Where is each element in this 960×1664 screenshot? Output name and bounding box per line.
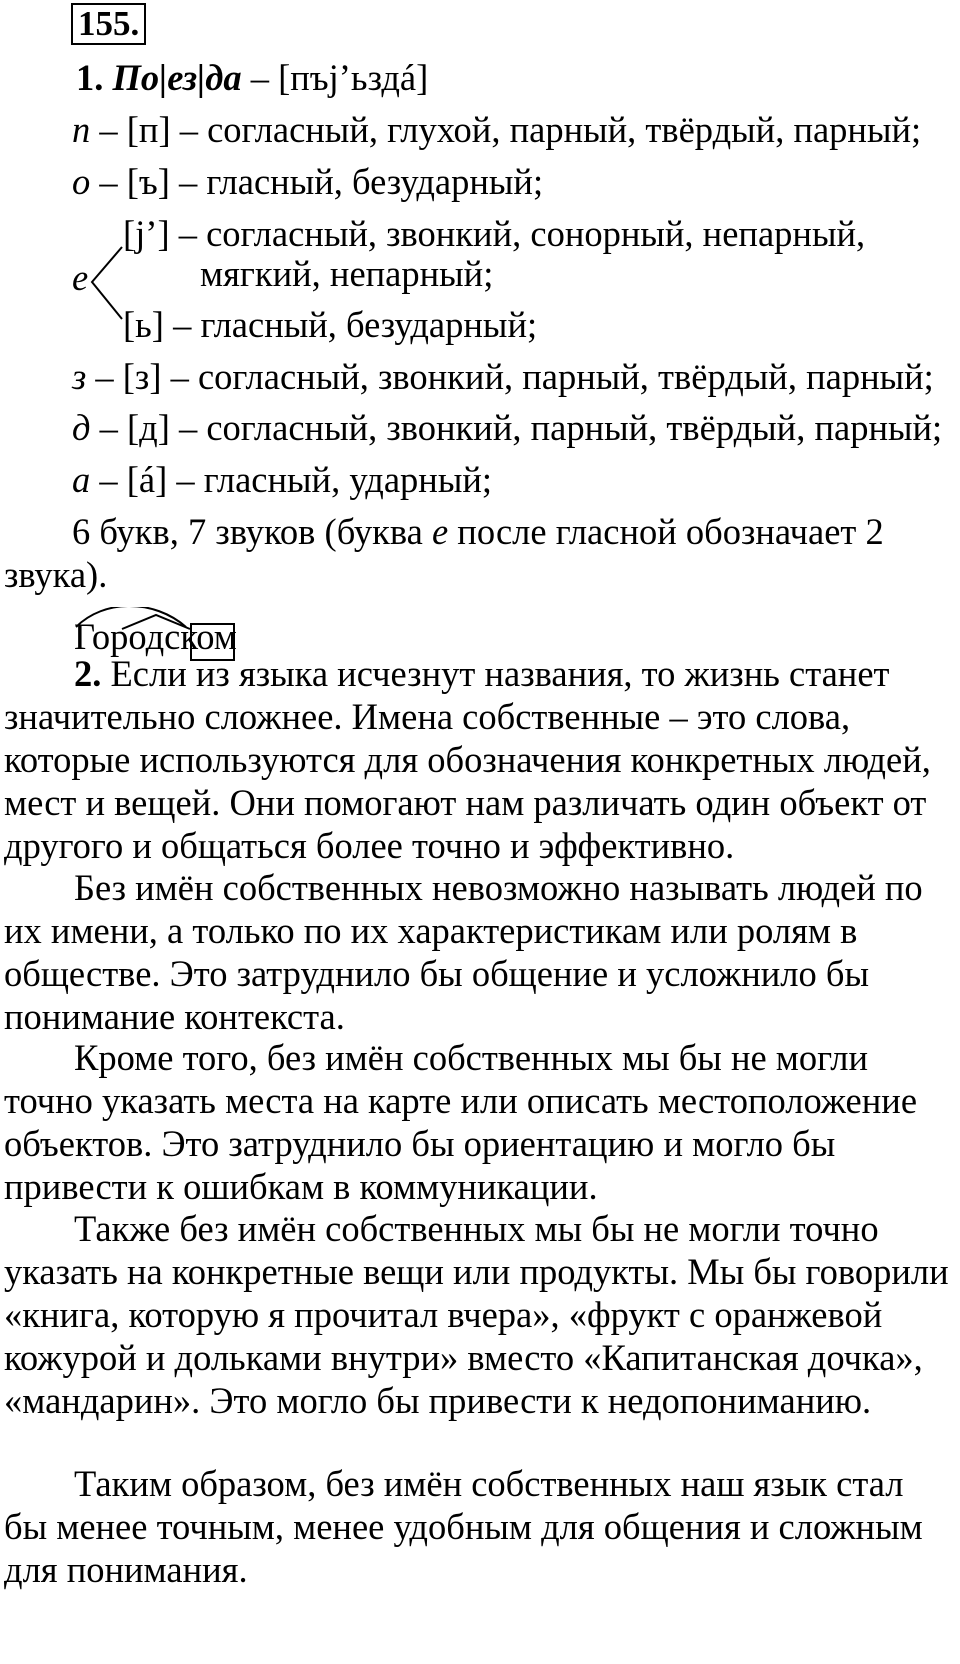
part2-paragraph-1: 2. Если из языка исчезнут названия, то жизнь станет значительно сложнее. Имена собственные – это слова, которые используются для обозначения конкретных людей, мест и вещей. Они помогают нам различать один объект от другого и общаться более точно и эффективно. (4, 653, 931, 866)
phonetic-row-o: о – [ъ] – гласный, безударный; (72, 161, 544, 202)
part2-paragraph-3: Кроме того, без имён собственных мы бы не могли точно указать места на карте или описать местоположение объектов. Это затруднило бы ориентацию и могло бы привести к ошибкам в коммуникации. (4, 1037, 918, 1207)
e-sound-1: [j’] – согласный, звонкий, сонорный, непарный, (123, 213, 866, 254)
transcription: – [пъj’ьздá] (250, 57, 429, 98)
summary-continuation: звука). (4, 554, 108, 595)
part2-paragraph-5: Таким образом, без имён собственных наш язык стал бы менее точным, менее удобным для общения и сложным для понимания. (4, 1463, 923, 1590)
word-parsed: По|ез|да (112, 57, 242, 98)
morpheme-word: Городском (74, 616, 237, 657)
task-number: 155. (71, 3, 146, 45)
phonetic-row-p: п – [п] – согласный, глухой, парный, твёрдый, парный; (72, 109, 922, 150)
phonetic-row-d: д – [д] – согласный, звонкий, парный, твёрдый, парный; (72, 407, 943, 448)
part2-paragraph-2: Без имён собственных невозможно называть людей по их имени, а только по их характеристикам или ролям в обществе. Это затруднило бы общение и усложнило бы понимание контекста. (4, 867, 923, 1037)
e-sound-1-cont: мягкий, непарный; (200, 253, 494, 294)
part2-number: 2. (74, 653, 102, 694)
letters-sounds-summary: 6 букв, 7 звуков (буква е после гласной обозначает 2 (72, 511, 884, 552)
part2-paragraph-4: Также без имён собственных мы бы не могли точно указать на конкретные вещи или продукты. Мы бы говорили «книга, которую я прочитал вчера», «фрукт с оранжевой кожурой и дольками внутри» вместо «Капитанская дочка», «мандарин». Это могло бы привести к недопониманию. (4, 1208, 949, 1421)
part1-number: 1. (76, 57, 104, 98)
branch-brace (88, 245, 124, 345)
phonetic-letter-e: е (72, 257, 89, 298)
phonetic-row-a: а – [á] – гласный, ударный; (72, 459, 493, 500)
e-sound-2: [ь] – гласный, безударный; (123, 304, 538, 345)
phonetic-row-z: з – [з] – согласный, звонкий, парный, твёрдый, парный; (72, 356, 934, 397)
part1-heading (76, 56, 428, 99)
